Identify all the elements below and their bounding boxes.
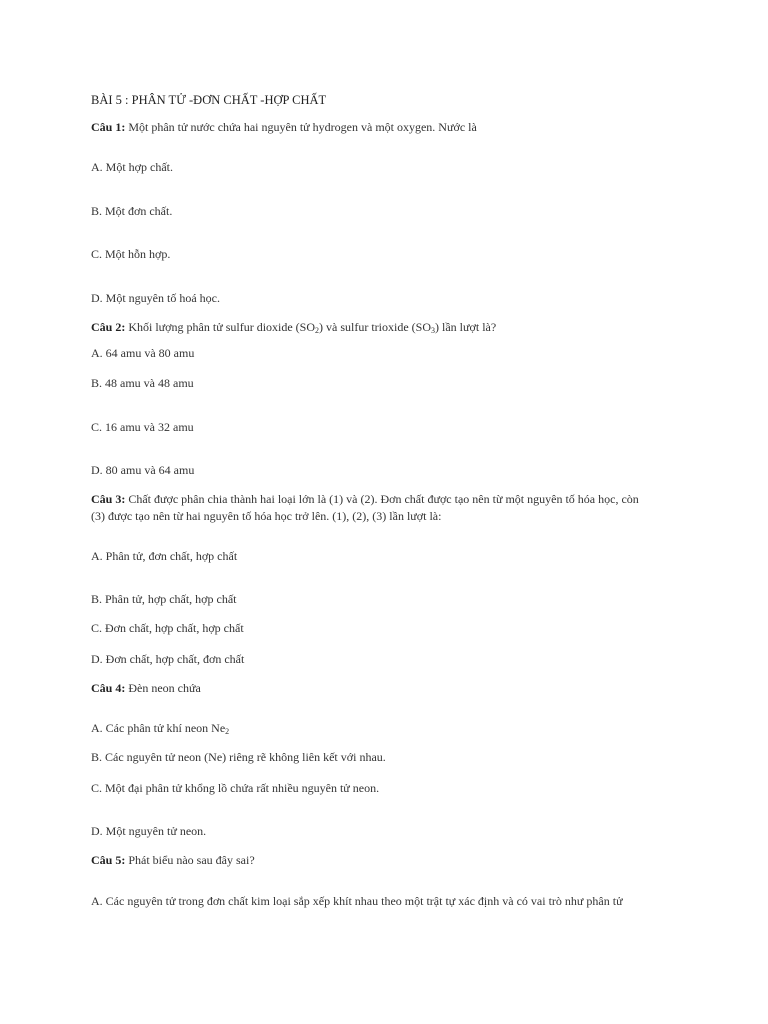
question-2-text-part-3: ) lần lượt là? <box>435 320 497 334</box>
question-1-label: Câu 1: <box>91 120 126 134</box>
question-5-option-a: A. Các nguyên tử trong đơn chất kim loại sắp xếp khít nhau theo một trật tự xác định và có vai trò như phân tử <box>91 894 623 908</box>
question-3-label: Câu 3: <box>91 492 126 506</box>
question-5-text: Phát biểu nào sau đây sai? <box>125 853 255 867</box>
question-4-option-a-subscript: 2 <box>225 727 230 736</box>
question-5-label: Câu 5: <box>91 853 126 867</box>
question-2-option-b: B. 48 amu và 48 amu <box>91 376 194 390</box>
question-1 <box>91 119 477 135</box>
question-4 <box>91 680 201 696</box>
question-4-label: Câu 4: <box>91 681 126 695</box>
question-4-option-c: C. Một đại phân tử khổng lồ chứa rất nhiều nguyên tử neon. <box>91 781 380 795</box>
question-3 <box>91 491 639 507</box>
question-3-option-a: A. Phân tử, đơn chất, hợp chất <box>91 549 238 563</box>
question-4-option-d: D. Một nguyên tử neon. <box>91 824 207 838</box>
question-2-option-c: C. 16 amu và 32 amu <box>91 420 194 434</box>
question-3-option-b: B. Phân tử, hợp chất, hợp chất <box>91 592 237 606</box>
question-3-option-c: C. Đơn chất, hợp chất, hợp chất <box>91 621 244 635</box>
question-2-label: Câu 2: <box>91 320 126 334</box>
question-2 <box>91 319 496 335</box>
question-2-option-d: D. 80 amu và 64 amu <box>91 463 195 477</box>
question-2-subscript-2: 3 <box>431 326 436 335</box>
question-1-option-c: C. Một hỗn hợp. <box>91 247 171 261</box>
question-2-text-part-2: ) và sulfur trioxide (SO <box>319 320 432 334</box>
question-1-option-a: A. Một hợp chất. <box>91 160 174 174</box>
question-4-option-b: B. Các nguyên tử neon (Ne) riêng rẽ không liên kết với nhau. <box>91 750 386 764</box>
question-2-text-part-1: Khối lượng phân tử sulfur dioxide (SO <box>125 320 316 334</box>
question-3-text-line-1: Chất được phân chia thành hai loại lớn là (1) và (2). Đơn chất được tạo nên từ một nguyên tố hóa học, còn <box>125 492 639 506</box>
question-1-text: Một phân tử nước chứa hai nguyên tử hydrogen và một oxygen. Nước là <box>125 120 477 134</box>
question-3-text-line-2: (3) được tạo nên từ hai nguyên tố hóa học trở lên. (1), (2), (3) lần lượt là: <box>91 509 442 523</box>
question-2-subscript-1: 2 <box>315 326 320 335</box>
question-2-option-a: A. 64 amu và 80 amu <box>91 346 195 360</box>
question-1-option-b: B. Một đơn chất. <box>91 204 173 218</box>
question-5 <box>91 852 255 868</box>
page-title: BÀI 5 : PHÂN TỬ -ĐƠN CHẤT -HỢP CHẤT <box>91 93 327 107</box>
question-4-option-a-text: A. Các phân tử khí neon Ne <box>91 721 226 735</box>
question-4-option-a <box>91 720 229 736</box>
question-3-option-d: D. Đơn chất, hợp chất, đơn chất <box>91 652 245 666</box>
question-4-text: Đèn neon chứa <box>125 681 201 695</box>
question-1-option-d: D. Một nguyên tố hoá học. <box>91 291 220 305</box>
